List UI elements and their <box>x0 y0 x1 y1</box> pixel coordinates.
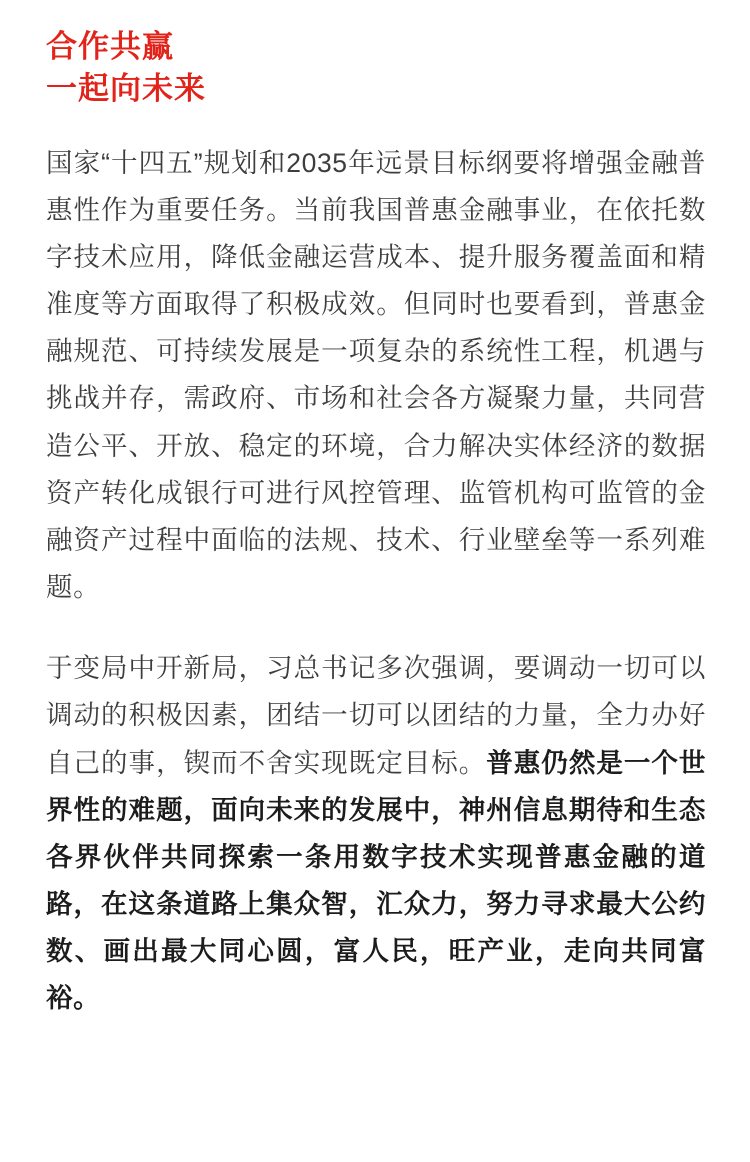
headline-line-2: 一起向未来 <box>46 70 206 106</box>
paragraph-2-normal-segment: 于变局中开新局，习总书记多次强调，要调动一切可以调动的积极因素，团结一切可以团结的力量，全力办好自己的事，锲而不舍实现既定目标。 <box>46 653 706 778</box>
page-title <box>46 26 706 110</box>
paragraph-1: 国家“十四五”规划和2035年远景目标纲要将增强金融普惠性作为重要任务。当前我国普惠金融事业，在依托数字技术应用，降低金融运营成本、提升服务覆盖面和精准度等方面取得了积极成效。但同时也要看到，普惠金融规范、可持续发展是一项复杂的系统性工程，机遇与挑战并存，需政府、市场和社会各方凝聚力量，共同营造公平、开放、稳定的环境，合力解决实体经济的数据资产转化成银行可进行风控管理、监管机构可监管的金融资产过程中面临的法规、技术、行业壁垒等一系列难题。 <box>46 147 706 603</box>
headline-line-1: 合作共赢 <box>46 29 174 64</box>
paragraph-2-bold-segment: 普惠仍然是一个世界性的难题，面向未来的发展中，神州信息期待和生态各界伙伴共同探索一条用数字技术实现普惠金融的道路，在这条道路上集众智，汇众力，努力寻求最大公约数、画出最大同心圆，富人民，旺产业，走向共同富裕。 <box>46 747 706 1014</box>
paragraph-2 <box>46 645 706 1022</box>
